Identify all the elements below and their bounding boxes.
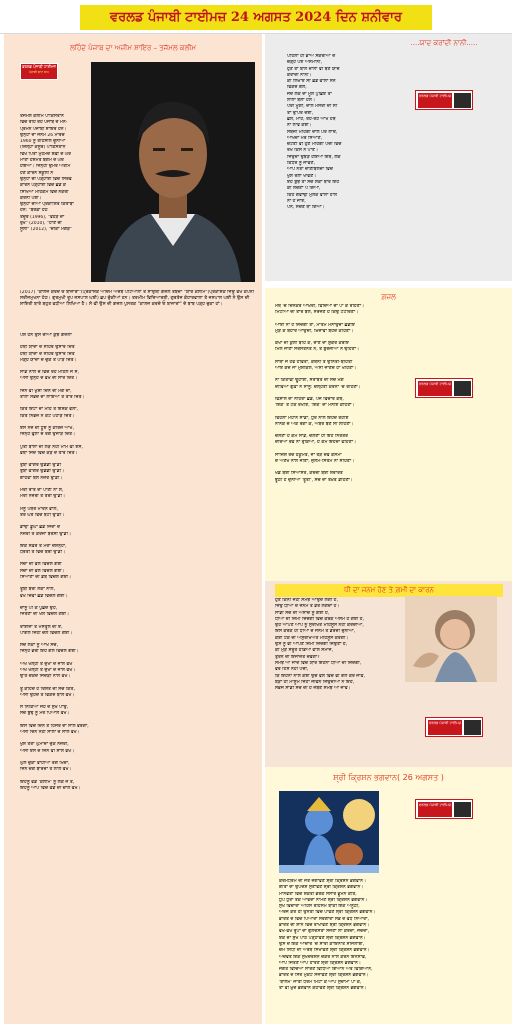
poem-line: ਘੁੱਲ ਚੁੱਕਾ ਵਾਹੀਆਂ ਰੰਗ ਖਿੰਦਾ, [20, 760, 70, 766]
poem-line: ਜਿੱਤਣਾ ਦੀ ਖੱਲ ਵਿੱਚਲ ਗਈ। [20, 612, 70, 618]
poem-line: ਜਿੰਨੇ ਵੀ ਖੁਸ਼ੀ ਦਿਨ ਦੀ ਮੰਗ ਦਾ, [20, 388, 72, 394]
logo-text: ਵਰਲਡ ਪੰਜਾਬੀ ਟਾਈਮਜ਼ [22, 64, 56, 69]
author-photo [454, 802, 471, 817]
intro-line: ਹੋਣ ਕਾਰਨ ਸਕੂਲੀ ਨੇ [20, 170, 54, 176]
poem-line: ਮੈਨੂੰ ਪੱਥਰ ਮਾਰਨ ਵਾਲੋ, [20, 506, 58, 512]
poem-line: ਅਸੀਂ ਉਹਦੇ ਤੋਂ ਵਿਕਦੇ ਬਾਲ ਵੇਖੇ। [20, 692, 75, 698]
poem-line: ਨਜ਼ਰੀ ਤੇ ਕਰਜ਼ਾ ਬਰਸੀ ਉੱਡੀ। [20, 531, 72, 537]
intro-line: ਸੂਲੀ" (2012), "ਚੀਕਾਂ ਮੱਗੜ" [20, 227, 73, 233]
poem-line: ਪੇਸ਼ ਹਨ ਉਸ ਦੀਆਂ ਕੁਝ ਗ਼ਜ਼ਲਾਂ [20, 333, 72, 338]
poem-section-nani [265, 34, 512, 281]
poem-line: ਮੇਰੀ ਰਾਤ ਦਾ ਪਾਣੀ ਨਾ ਲੋ, [20, 488, 64, 494]
intro-line: ਹੋਇਆ। ਜਿੰਨ੍ਹੀ ਉਮਰੇ ਅਤੀਮ [20, 164, 71, 170]
logo-text: ਵਰਲਡ ਪੰਜਾਬੀ ਟਾਈਮਜ਼ [428, 720, 462, 735]
poem-line: ਹੁਣ ਤਾਂ ਬਾਲੋ ਦਾਲਾਂ ਵੀ ਬਣ ਯਾਦ [287, 66, 340, 72]
poem-line: ਧੀਆਂ ਦੀ ਜ਼ਿੰਮੀ ਜ਼ਿੰਦਗੀ ਵਿਚ ਕਰਕੇ ਅਸਮ ਹੋ ਗਈ ਹੈ, [275, 616, 364, 622]
poem-line: ਤਾਲਾ ਸਭਦ ਦਾ ਲਾਇਆ ਤੇ ਤਾਰ ਦਿੱਤੇ। [20, 395, 85, 401]
poem-line: ਇਹਨੂੰ ਆਪ ਵਿੱਚ ਵੱਡੇ ਦੀ ਚਾਲ ਵੇਖੇ। [20, 785, 81, 791]
poem-line: ਅਸੀਂ ਉਨ੍ਹੇ ਦੇ ਵੱਖ ਦੀ ਸਾਰ ਦਿੱਤੇ। [20, 376, 78, 382]
poem-line: ਅੱਖ ਖੋਲ੍ਹੀ ਤੇ ਦੁੱਖਾਂ ਦੇ ਜਾਲ ਵੇਖੇ [20, 661, 73, 667]
poem-line: ਪਹਿਲਾਂ ਹੀ ਭਾਅ ਸਕਰੀਆਂ ਦੇ [287, 54, 336, 59]
poem-line: ਜਿਨ੍ਹੇ ਫੁੱਲਾਂ ਦੇ ਰੰਗ ਉਜਾੜ ਦਿੱਤੇ। [20, 432, 76, 438]
poem-line: ਝੂਠੀ ਹੈ ਦੁਨੀਆਂ 'ਤੂਤੀ', ਸੱਚ ਦਾ ਤਖ਼ਤ ਡਹਿਣਾ। [275, 477, 353, 483]
poem-line: ਮਿਲ ਜਾਣਾ ਸਰਸਤਨਤ ਨੇ, ਤੇ ਬੁਰਜੀਆਂ ਨੇ ਢਹਿਣਾ। [275, 347, 360, 353]
poem-line: ਉਸ ਦੇ ਇਕ ਆਚਾਰ 'ਚ ਸਾਰੀ ਕਾਇਨਾਤ ਸਜਿਲਾਈ, [279, 941, 365, 947]
poem-line: ਜਦ ਲੋਕੇ ਦਾ ਮੂਲ ਪੁੱਛਿਏ ਤਾਂ [287, 91, 332, 97]
poem-line: ਆਈ ਨਾ ਹੈ ਜ਼ਿੰਦਗੀ ਤਾਂ, ਮਾਤਮ ਮਨਾਉਂਦਾ ਛੱਡੀਏ [275, 322, 355, 328]
poet-bio-paragraph: (2017) "ਕਾਲਜ ਕਰਦੇ ਓ ਬਾਜ਼ਾਰਾਂ"(ਪ੍ਰਕਾਸ਼ਕ ਅਦਿਮ ਅਦਬ ਪਟਿਆਲਾ ਤੋਂ ਸਾਉਂਥੀ ਗ਼ਜ਼ਲ ਤਬਦਾ "ਯਾਰ ਕਲੀਮ"(ਪ੍ਰਕਾਸ਼ਕ ਜਿਊ ਵੱਖ ਕੰਪਨੀ ਸਰੀਜਮੁਖਨਾ ਹੇਠ। ਗੁਰਮੁਖੀ ਰੂਪ ਜਸਪਾਲ ਘਈ) ਛਪ ਚੁੱਕੀਆਂ ਹਨ। ਤਰਮੀਮ ਵਿਦਿਆਰਥੀ, ਗੁਰਤੇਜ ਕੋਹਾਰਵਾਲਾ ਤੇ ਜਸਪਾਲ ਘਈ ਨੇ ਉਸ ਦੀ ਸ਼ਾਇਰੀ ਬਾਰੇ ਬਹੁਤ ਵਧੀਆ ਲਿਖਿਆ ਹੈ। ਸੋ ਵੀ ਉਸ ਦੀ ਗ਼ਜ਼ਲ ਪੁਸਤਕ "ਕਾਲਜ ਕਰਦੇ ਓ ਬਾਜ਼ਾਰਾਂ" ਦੇ ਬਾਬ ਪੜ੍ਹ ਚੁਕਾ ਹਾਂ। [20, 290, 255, 308]
poem-line: ਮੜ੍ਹ ਯਾਦਾਂ ਦੇ ਚੁੱਕੇ ਤੇ ਪਾੜ ਦਿੱਤੇ। [20, 357, 77, 363]
poem-line: 'ਬਾਲਮ' ਜਾਤੀ ਧਰਮ ਮਿਟਾ ਕੇ ਆਪ ਸੁਦਾਮਾ ਪਾ ਕੇ, [279, 979, 362, 985]
poem-line: ਭਾਰਤ ਦੇ ਸਿਰ ਮੁਕਟ ਸਜਾਵਣ ਸ਼੍ਰੀ ਕ੍ਰਿਸ਼ਨ ਭਗਵਾਨ। [279, 973, 369, 979]
poem-line: ਮੇਰੀ ਨਜ਼ਰੀ ਤੇ ਤੇਰੀ ਉੱਡੀ। [20, 494, 66, 500]
brand-logo [425, 717, 483, 737]
poet-introduction [20, 114, 86, 286]
logo-text: ਵਰਲਡ ਪੰਜਾਬੀ ਟਾਈਮਜ਼ [418, 802, 452, 817]
poem-line: ਵੇਖ ਦਿਵਾ ਛੱਡ ਵਿੱਚਲ ਗਈ। [20, 593, 68, 599]
poem-line: ਤੂੰ ਕਹਿੰਦੇ ਹੋ ਰਿਸ਼ਤ ਦੀ ਸੋਚ ਕਿਤੋਂ, [20, 686, 75, 692]
poem-line: ਜਿਉਂਦਾ ਉਂਝੜ ਹੋਇਆ ਇੱਥੇ, ਲੋਕ [287, 154, 341, 160]
poem-line: ਵਿਕਦੇ ਗੋਲੇ, [287, 85, 307, 91]
intro-line: ਮਾਤਾ ਹਸ਼ਮਤ ਬੇਗਮ ਦੇ ਘਰ [20, 158, 64, 164]
poem-line: ਅੱਖ ਖੋਲ੍ਹੀ ਤੇ ਦੁੱਖਾਂ ਦੇ ਜਾਲ ਵੇਖੇ। [20, 667, 76, 673]
poem-line: ਤੁੰਬਾਂ ਵਾਂਗਰ ਉਡੱਡੀ ਉੱਡੀ [20, 463, 62, 469]
poem-line: ਰਾਈਜ਼ਾਂ ਤੇ ਮਸਤੂਲ ਦੀ ਏ, [20, 624, 63, 630]
poem-line: ਨਾ ਹੋ ਜਾਏ, [287, 198, 306, 204]
intro-line: ਉਨ੍ਹਾਂ ਦਾ ਜਨਮ 26 ਮਾਰਚ [20, 132, 65, 138]
poem-line: ਅਸੀਂ ਦਿਨ ਨਹੀਂ ਸਾਲਾਂ ਦੇ ਸਾਲ ਵੇਖੇ। [20, 730, 80, 736]
poem-line: ਵੱਥਾਂ ਜਿੰਦੇ ਵਿਚ ਕੜ ਦੇ ਤਾਰ ਦਿੱਤੇ। [20, 450, 78, 456]
poem-line: ਇਹਨੂੰ ਵੱਡੇ 'ਕਲੀਮ' ਨੂੰ ਲੋਕ ਜੋ ਤੇ, [20, 779, 75, 785]
brand-logo [415, 799, 473, 819]
intro-line: ਕਾਰਨ ਪੜ੍ਹਾਈ ਵਿੱਚ ਛੱਡ ਕੇ [20, 183, 66, 189]
author-photo [464, 720, 481, 735]
poem-line: ਕਰਮਧਰਮ ਦੀ ਜੋਤ ਜਗਾਵਣ ਸ਼੍ਰੀ ਕ੍ਰਿਸ਼ਨ ਭਗਵਾਨ। [279, 879, 367, 884]
poem-line: ਜਿੰਨੇ ਚੰਗੇ ਬਾਰਦਾ ਤੇ ਲਾਲ ਵੇਖੇ। [20, 767, 72, 773]
intro-line: ਉਨ੍ਹਾਂ ਦੀ ਪੜ੍ਹਾਈ ਵਿਚ ਸਿਰਫ [20, 176, 72, 182]
poem-line: ਦੀਵਿਆਂ ਗੁਫ਼ਾ ਨੇ ਸਾਨੂੰ: ਚਲ੍ਹਣੀ ਕਰਨਾ 'ਚ ਰਹਿਣਾ। [275, 384, 361, 390]
poem-line: ਨਾ ਕਿਤਾਵੀਂ ਢੂਹਾਈ, ਸਰਾਬੇਂਤ ਦੀ ਸੋਚ ਮੰਗੇ [275, 378, 344, 384]
poem-line: ਪੈਰੀਂ ਮੂੰਗੀ, ਦਾਲ ਮਸਰੀ ਦੀ ਸੀ [287, 104, 338, 110]
poem-line: ਕਿੱਤੇ ਨਿਭਜ਼ ਨੇ ਕੰਟ ਪਹਾੜ ਦਿੱਤੇ। [20, 413, 75, 419]
poem-body [20, 333, 256, 1021]
poem-line: ਖੇਡੇ ਬੇਈ ਸਿਆਸਤ, ਕਰਦੀ ਬੇਈ ਸ਼ਰਾਰਤ [275, 471, 343, 477]
poem-line: ਮੈਥੋਂ 'ਚ ਦਿਨਕਰ ਆਖ਼ਰੀ, ਵਿੱਦਿਆ ਦਾ ਪਾ ਕੇ ਰਹਿਣਾ। [275, 304, 365, 309]
right-column [265, 34, 512, 1024]
poem-line: ਕੀ ਲਿਖਾਏ ਸੀ ਛੋਂਡੇ ਵਾਲਾ ਸਨ [287, 79, 336, 85]
poem-line: ਦਾਨੂੰ ਪੀ ਕੇ ਪੁੱਛਦੇ ਉਹ, [20, 605, 58, 611]
intro-line: ਵਿੱਚ ਰਹਿ ਰਹੇ ਪੰਜਾਬ ਦੇ ਮੰਨੇ- [20, 120, 68, 126]
article-section-daughter [265, 581, 512, 767]
poem-line: ਸਾਥਾਂ ਜੇ ਹੋਵੇ ਹਵਿਤਾ, ਕਥਨੀ ਤੇ ਉਨਿਤੀ-ਬਹਿਤੀ [275, 359, 353, 365]
poem-line: ਧਰਤੀ ਤੇ ਵਿੱਚ ਬੋਰੀ ਉੱਡੀ। [20, 550, 66, 556]
poem-line: ਸੁੱਖ ਵਿਚਾਰਾਂ ਅਹਿਸ ਰਹਿਸਮੇਂ ਬਾਕੀ ਇੱਕ ਅਨੂਠੀ, [279, 904, 360, 910]
newspaper-title: ਵਰਲਡ ਪੰਜਾਬੀ ਟਾਈਮਜ਼ 24 ਅਗਸਤ 2024 ਦਿਨ ਸ਼ਨੀਵਾਰ [80, 5, 432, 30]
poem-line: ਮਾਨਵਤਾ ਵਿਚ ਸ਼ਕਤੀ ਭਰਕੇ ਸੰਸਾਰ ਭੂਮਨ ਕੀਤੇ, [279, 891, 357, 897]
poem-line: ਸੋਚਾਂ ਦੀ ਵੇਲ ਵਿੱਚਲ ਗਈ [20, 562, 62, 568]
intro-line: ਹਨ: "ਬਰਫ਼ਾਂ ਹੇਠ [20, 208, 48, 214]
poem-line: ਕਰਾਂਦੀ ਨਾਨੀ। [287, 72, 312, 78]
poem-line: ਕਿ ਇਹਨਾਂ ਨਾਲ ਕੋਈ ਉਚੇ ਵੇਲ ਵਿੱਚ ਵੀ ਗੱਲ ਕਰ ਜਾਵੇ, [275, 673, 365, 679]
poem-line: ਅਸੀਂ ਏਸੇ ਦੇ ਜਿੰਨੇ ਵੀ ਸਾਲ ਵੇਖੇ। [20, 748, 75, 754]
poem-line: ਤੁਰਨ ਦੀ ਇਜਾਜ਼ਤ ਦੇਵੇਗਾ? [275, 654, 320, 660]
poem-line: ਧੁੱਪ ਧੁਰਾਂ ਤਕ ਆਂਵਦਾ ਨਾਮਣ ਸ਼੍ਰੀ ਕ੍ਰਿਸ਼ਨ ਭਗਵਾਨ। [279, 897, 368, 903]
poem-line: ਇੱਕੋ ਸਫ਼ਰ ਤੇ ਮੇਰਾ ਦਸ਼ਨ੍ਹਾਂ, [20, 543, 67, 549]
left-article-heading: ਲਹਿੰਦੇ ਪੰਜਾਬ ਦਾ ਅਜ਼ੀਮ ਸ਼ਾਇਰ – ਤਜੱਮਲ ਕਲੀਮ [69, 44, 197, 52]
poem-lines [275, 304, 503, 484]
poem-line: ਮੁੜ ਕੇ ਬਹਾਰ ਆਉਂਦੀ, ਖ਼ਿਜ਼ਾਵਾਂ ਬਹੇਦੇ ਕਹਿਣਾ। [275, 328, 354, 334]
poem-line: ਏਹੋ ਬੁਝ ਤਾਂ ਸੋਚੇ ਲੋਕਾਂ ਬਾਰੇ ਇਹ [287, 179, 340, 185]
poem-line: ਵਿਹਲਾ ਮਹਾਨ ਸਾਡਾ, ਧੁਰ ਨਾਲ ਇਹਦੇ ਰਹੀਏ [275, 415, 349, 421]
poem-line: ਏਸ ਨਜ਼ੋ ਦੀ ਧੂੰਏ ਨੂੰ ਕਰਿਜ਼ ਆਖੋ, [20, 425, 74, 431]
left-article [4, 34, 262, 1024]
poem-lines [287, 54, 487, 211]
poem-line: ਖੁੱਲੇ ਰੋਲਾ ਖਾਵਣ। [287, 173, 317, 179]
intro-line: ਪ੍ਰਮੰਨੇ ਪੰਜਾਬੀ ਸ਼ਾਇਰ ਹਨ। [20, 126, 67, 132]
poem-line: ਕੀ ਲੋਚਣਾ ਪੈ ਗਿਆ, [287, 186, 321, 192]
poet-portrait-image [91, 62, 255, 282]
poem-line: ਨਾਨਕ ਦੇ ਅੰਕ ਰੰਗਾ ਕੇ, ਅੰਬਰ ਬਣੇ ਸੀ ਲਹਿਣਾ। [275, 421, 354, 427]
intro-line: ਤਜੱਮਲ ਕਲੀਮ ਪਾਕਿਸਤਾਨ [20, 114, 64, 119]
poem-line: ਸਾਡੇ ਨਾਲ ਦੇ ਵਿਚ ਰਹੇ ਮਹਿਲ ਜੋ ਸੇ, [20, 370, 79, 376]
poet-portrait [91, 62, 255, 282]
poem-line: ਉਹ ਆਪਣੇ ਆਪ ਨੂੰ ਸੁਰੱਖਿਤ ਮਹਿਸੂਸ ਨਹੀਂ ਕਰਦੀਆਂ, [275, 623, 364, 629]
poem-line: ਉਸ ਨੂੰ ਵੀ ਆਪਣੇ ਜ਼ਿੰਮੀ ਜ਼ਿੰਦਗੀ ਜਿਉਣਾ ਹੈ, [275, 642, 348, 648]
intro-line: ਤੰਦੂਰ (1996), "ਵੇਹੜੇ ਦਾ [20, 214, 65, 220]
article-lines [275, 598, 503, 692]
poem-line: ਚਟਣੀ ਵੀ ਹੁਣ ਮਹਿੰਗੀ ਪੈਂਦੀ ਵਿੱਚ [287, 142, 342, 148]
poem-line: ਸਭਜ ਸਾਡੀ ਸੋਚ ਦੀ ਹੈ ਜੋਬਣ ਸਮਝ ਆ ਜਾਵੇ। [275, 686, 351, 692]
poem-line: ਤੂੰਬੀਂ ਬੋਰੀ ਲੋਕਾਂ ਨਾਲੋਂ, [20, 587, 55, 593]
poem-line: ਆਪ ਨੇਤਾ ਚਾਣੀਬਲਦਾਂ ਵਿੱਚ [287, 167, 334, 173]
intro-line: ਰੁੱਖ" (2010), "ਹਾਣ ਦੀ [20, 221, 62, 227]
poem-lines [279, 879, 503, 992]
poem-line: ਡਾਢਾ ਡੂੰਘਾ ਛੱਡ ਜਿੰਦਾਂ ਦੇ [20, 525, 61, 531]
poem-line: ਪੁੱਤੀ ਬਾਲਾਂ ਦੀ ਲੋੜ ਨਹੀਂ ਮਾਮ ਵੀ ਏਂਸ, [20, 444, 83, 450]
krishna-illustration [279, 791, 379, 873]
poem-line: ਵਿਸ਼ਾਲ ਦਾ ਨਹਿਰਾ ਛੱਡੋ, ਪੰਜੇ ਵਿਚਾਰ ਕੰਥੇ, [275, 396, 344, 402]
masthead [0, 0, 512, 34]
poem-line: ਬੜਾ ਹੀ ਮਾਸੂਮ ਜਿਹਾ ਜੀਵਨ ਜਿਉਂਦੀਆਂ ਨੇ ਇਹ, [275, 679, 355, 685]
poem-line: ਨਾ ਲਾਵੇ ਕੋਈ। [287, 123, 312, 129]
section-heading: ਸ਼੍ਰੀ ਕ੍ਰਿਸ਼ਨ ਭਗਵਾਨ( 26 ਅਗਸਤ ) [333, 773, 444, 782]
section-heading: ਧੀ ਦਾ ਜਨਮ ਹੋਣ ਤੇ ਗ਼ਮੀ ਦਾ ਕਾਰਨ [275, 584, 503, 597]
poem-line: ਮਿੱਟੀਆਂ ਦੀ ਤਾਰ ਬੋਲੋ, ਸਰਜਣ ਹੈ ਕਿਉਂ ਟਟਰਿਣਾ। [275, 310, 359, 316]
poem-section-krishna [265, 767, 512, 1024]
section-heading: ਗ਼ਜ਼ਲ [381, 293, 396, 301]
logo-text: ਵਰਲਡ ਪੰਜਾਬੀ ਟਾਈਮਜ਼ [418, 381, 452, 396]
poem-line: ਏਕੇ ਦਾ ਸੁਖ ਪਾਠ ਪੜ੍ਹਾਵਣ ਸ਼੍ਰੀ ਕ੍ਰਿਸ਼ਨ ਭਗਵਾਨ। [279, 935, 366, 941]
poem-line: ਚੰਮ ਸਿਧੀ ਦੀ ਅਰਥ ਸਿਖਾਵਣ ਸ਼੍ਰੀ ਕ੍ਰਿਸ਼ਨ ਭਗਵਾਨ। [279, 948, 370, 954]
poem-line: ਸੱਚ ਲੋਕਾਂ ਨੂੰ ਆਖੋ ਸੱਚ, [20, 643, 59, 649]
poem-line: ਕਈ ਟੱਕ ਦੀ ਅਸੁਰੱਖਿਅਤ ਮਹਿਸੂਸ ਕਰੇਗੀ। [275, 635, 349, 641]
poem-line: ਜਿਨ੍ਹੇ ਭਰੀ ਇਹ ਗੱਲ ਵਿੱਚਲ ਗਈ। [20, 649, 79, 655]
poem-section-ghazal [265, 288, 512, 581]
poem-line: ਇਸ ਵਿਚ ਦਿਨ ਤੇ ਹਿਜਰ ਦਾ ਸਾਲ ਵਰਗਾ, [20, 723, 89, 729]
poem-line: ਰੱਖੋ ਕਿਸ ਨੇ ਪਾਣੇ। [287, 148, 319, 154]
poem-line: ਭਾਰਤ ਦੀ ਸ਼ਾਨ ਵਿਚ ਰਾਖਾਵਣ ਸ਼੍ਰੀ ਕ੍ਰਿਸ਼ਨ ਭਗਵਾਨ। [279, 923, 370, 929]
logo-subtext: ਪੰਜਾਬੀ ਡਾਟ ਕਾਮ [28, 70, 50, 74]
poem-line: ਤੇਰੇ ਘਰ ਵਿੱਚ ਬੇਟੀ ਉੱਡੀ। [20, 512, 65, 518]
poem-line: ਸਿਆਣਾਂ ਦੀ ਡੱਬ ਵਿੱਚਲ ਗਈ। [20, 575, 72, 581]
poem-line: ਵੇਰ ਹਿੱਸੇ ਨਹੀਂ ਪੈਂਦੀ, [275, 667, 309, 673]
poem-line: ਭਾਰਤ ਦੇ ਵਿਚ ਪਿਆਰਾ ਸਰਗਾਰਾ ਸਭ ਦੇ ਵਧ ਨਿਆਰਾ, [279, 916, 369, 922]
poem-line: ਇਸ ਕਰਕੇ ਹੀ ਧੀਆਂ ਦੇ ਜਨਮ ਤੇ ਡਰਦੀ ਦੁਨੀਆਂ, [275, 629, 356, 635]
poem-line: ਜਗਤ ਵਿਚਿਆ ਸਾਰਣ ਵਿਧਿਆ ਗਿਆਨ ਅਤੇ ਵਿਗਿਆਨ, [279, 967, 373, 973]
poem-line: ਗਾਹਵਾ ਬੋਲ ਨਜ਼ਰੋਂ ਉੱਡੀ। [20, 475, 63, 481]
poem-line: ਖੁਸ਼ੋਂ ਤੇਰਾਂ ਘੁੰਮਾਂਦਾ ਦੁੱਕ ਨਜ਼ਰੀ, [20, 742, 69, 748]
poem-line: ਆਏ ਕਦੇ ਜਾਂ ਮੁਸ਼ਕਿਲ, ਅਸੀਂ ਜਾਣਦੇ ਹਾਂ ਖਹਿਣਾ। [275, 366, 357, 372]
poem-line: ਪਾਗਲ ਜਿਹੀ ਚੱਲ ਵਿੱਚਲ ਗਈ। [20, 630, 73, 636]
poem-line: ਵੱਖ-ਵੱਖ ਰੂਪਾਂ ਦਾ ਗੁਲਦਸਤਾ ਸੱਜਣਾ ਲਾ ਕਰਦਾ, ਜਚਦਾ, [279, 929, 370, 935]
poem-line: ਕਿੱਤੇ ਇੱਟਾਂ ਦਾ ਮੀਂਹ ਤੇ ਇਸ਼ਕ ਵੱਲਾ, [20, 407, 79, 413]
poem-line: ਤਾਂ ਵੀ ਖ਼ੁਦ ਭਗਵਾਨ ਕਹਾਵਣ ਸ਼੍ਰੀ ਕ੍ਰਿਸ਼ਨ ਭਗਵਾਨ। [279, 986, 367, 992]
poem-line: ਲਾਲਾ ਬੋਲਾ ਹੌਲੇ। [287, 98, 316, 104]
poem-line: ਹੱਥੀਂ ਯਾਦਾਂ ਦੇ ਸਹਿਰ ਉਸਾਰ ਦਿੱਤੇ [20, 345, 75, 351]
poem-line: ਕਿਹੋ ਗਵਾਂਢੀ ਮੁਲਕ ਵਾਲਾ ਹਾਲ [287, 192, 338, 198]
section-heading: ....ਯਾਦ ਕਰਾਂਦੀ ਨਾਨੀ..... [410, 39, 478, 47]
poem-line: ਪੰਨੇ, ਸੋਚਣ ਥਾਂ ਗਿਆ। [287, 205, 325, 211]
poem-line: 'ਇੱਕੋ' ਤੇ ਟੇਕ ਰੱਖੀਏ, 'ਇੱਕੋ' ਦਾ ਮੰਨੀਏ ਕਹਿਣਾ। [275, 403, 355, 409]
poem-line: ਚੜ੍ਹੇ ਪਏ ਅਸਮਾਨੀਂ, [287, 60, 322, 66]
poem-line: ਉੱਤੇ ਚੱਕਦੇ ਜਿੰਦੜੀ ਨਾਲ ਵੇਖੇ। [20, 674, 71, 680]
intro-line: ਕਰਨੀ ਪਈ। [20, 195, 42, 201]
poem-line: ਸੱਚ ਬੁੱਢੇ ਨੂੰ ਮੇਰੇ ਪਿਆਲ ਵੇਖੇ। [20, 711, 70, 717]
intro-line: (ਜ਼ਿਲ੍ਹਾ ਕਸੂਰ) ਪਾਕਿਸਤਾਨ [20, 145, 66, 151]
poem-line: ਦਰਿਆ ਰਵੇ ਨਾ ਰੁਕਿਆ, ਹੈ ਕੰਮ ਇਹਦਾ ਵਹਿਣਾ। [275, 440, 357, 446]
brand-logo [20, 63, 58, 80]
krishna-drawing [279, 791, 379, 873]
intro-line: ਉਨ੍ਹਾਂ ਦੀਆਂ ਪ੍ਰਕਾਸ਼ਿਤ ਕਿਤਾਬਾਂ [20, 202, 74, 208]
poem-line: ਛੋਲੇ, ਮਾਂਹ, ਰਹ-ਰਹ ਆਖੇ ਹੱਥ [287, 116, 336, 122]
poem-line: ਕੀ ਮੁੜ ਸਰੂਤ ਹੱਡਿਆ ਵਾਲੇ ਸਮਾਜ, [275, 648, 334, 654]
poem-line: ਕਿੱਧਰ ਨੂੰ ਜਾਵਣ, [287, 161, 315, 167]
poem-line: ਸੋ ਨਿੱਕਿਆਂ ਜਹੇ ਦੇ ਸੁੱਖ ਪਾਉਂ, [20, 705, 69, 711]
intro-line: ਸਿੱਖਿਆ ਮਹਿਕਮੇ ਵਿੱਚ ਨੌਕਰੀ [20, 189, 69, 195]
poem-line: ਸਮਝ ਆ ਜਾਂਦੇ ਵਿੱਚ ਯਾਰ ਇਹਨਾਂ ਧੀਆਂ ਦੀ ਜ਼ਿੰਦਗੀ, [275, 660, 362, 666]
poem-line: ਜਿਉਂ ਧੀਆਂ ਦੇ ਜਨਮ ਤੇ ਡਰ ਲਗਦਾ ਹੈ। [275, 604, 340, 610]
poem-line: ਸੋਚਾਂ ਦੀ ਵੇਲ ਵਿੱਚਲ ਗਈ। [20, 568, 65, 574]
poem-line: ਹੁਣ ਕਿੰਨੀ ਜਹੀ ਸਮਝ ਆਉਂਦ ਲੱਗੀ ਹੈ, [275, 598, 338, 603]
poem-line: ਸਾਡੀ ਸੋਚ ਦੀ ਅਸਾਚ ਨੂੰ ਗਈ ਹੈ, [275, 610, 330, 616]
poem-line: ਆਪੇ ਜਿੱਤਣ ਆਪੇ ਹਾਰਣ ਸ਼੍ਰੀ ਕ੍ਰਿਸ਼ਨ ਭਗਵਾਨ। [279, 960, 361, 966]
poem-line: ਤੁੰਬਾਂ ਵਾਂਗਰ ਉਡੱਡੀ ਉੱਡੀ। [20, 469, 65, 475]
poem-line: ਚੱਲਣਾ ਹੈ ਕੰਮ ਸਾਡੇ, ਚੱਲਣਾ ਹੀ ਇਹ ਨਿਰੰਤਰ [275, 434, 349, 440]
poem-line: ਅਦਵੈਤ ਇਕ ਸੁੱਖਦਰਸ਼ਨ ਚੱਕਰ ਨਾਲ ਕਰਨ ਇਨਸਾਫ਼, [279, 954, 367, 960]
poem-line: ਸਾਜ਼ਿਸ਼ ਰਚੇ ਹਕੂਮਤ, ਜਾਂ ਤੋੜ ਦੇਵੇ ਕਸਮਾਂ [275, 452, 342, 458]
intro-line: 1960 ਨੂੰ ਤਹਿਸੀਲ ਚੂਨੀਆਂ [20, 139, 66, 145]
poem-line: ਹੱਥੀਂ ਯਾਦਾਂ ਦੇ ਸਹਿਰ ਉਸਾਰ ਦਿੱਤੇ [20, 351, 75, 357]
poem-line: ਆਖਦਾ ਮੋਰ ਸਿਆਣੇ, [287, 135, 323, 141]
poem-line: ਅਰਜ ਕਰ ਹੀ ਉਨਤੀ ਵਿਚ ਪਾਵਣ ਸ਼੍ਰੀ ਕ੍ਰਿਸ਼ਨ ਭਗਵਾਨ। [279, 910, 376, 916]
poem-line: ਦੇ ਅਣਖ ਨਾਲ ਜੀਣਾ, ਜ਼ੁਲਮੋ-ਸਿਤਮ ਨਾ ਸਹਿਣਾ। [275, 459, 355, 465]
poem-line: ਤਾਂ ਉੱਪਰ ਦੋਈ, [287, 110, 314, 116]
poem-line: ਕੱਖਾਂ ਦੀ ਕੁੱਲੀ ਬਹਿ ਕੇ, ਦਾਣੇ ਦਾ ਸ਼ੁਕਰ ਕਰੀਏ [275, 341, 349, 347]
intro-line: ਵਿਖੇ ਪਿਤਾ ਮੁਹੰਮਦ ਸ਼ਫ਼ੀ ਦੇ ਘਰ [20, 151, 71, 157]
logo-text: ਵਰਲਡ ਪੰਜਾਬੀ ਟਾਈਮਜ਼ [418, 93, 452, 108]
poem-line: ਸਬਜ਼ੀ ਮਹਿੰਗੀ ਦਾਲ ਪਰ ਲਾਓ, [287, 129, 338, 135]
poem-line: ਗੀਤਾ ਦਾ ਉਪਦੇਸ਼ ਸੁਣਾਵਣ ਸ਼੍ਰੀ ਕ੍ਰਿਸ਼ਨ ਭਗਵਾਨ। [279, 885, 364, 891]
